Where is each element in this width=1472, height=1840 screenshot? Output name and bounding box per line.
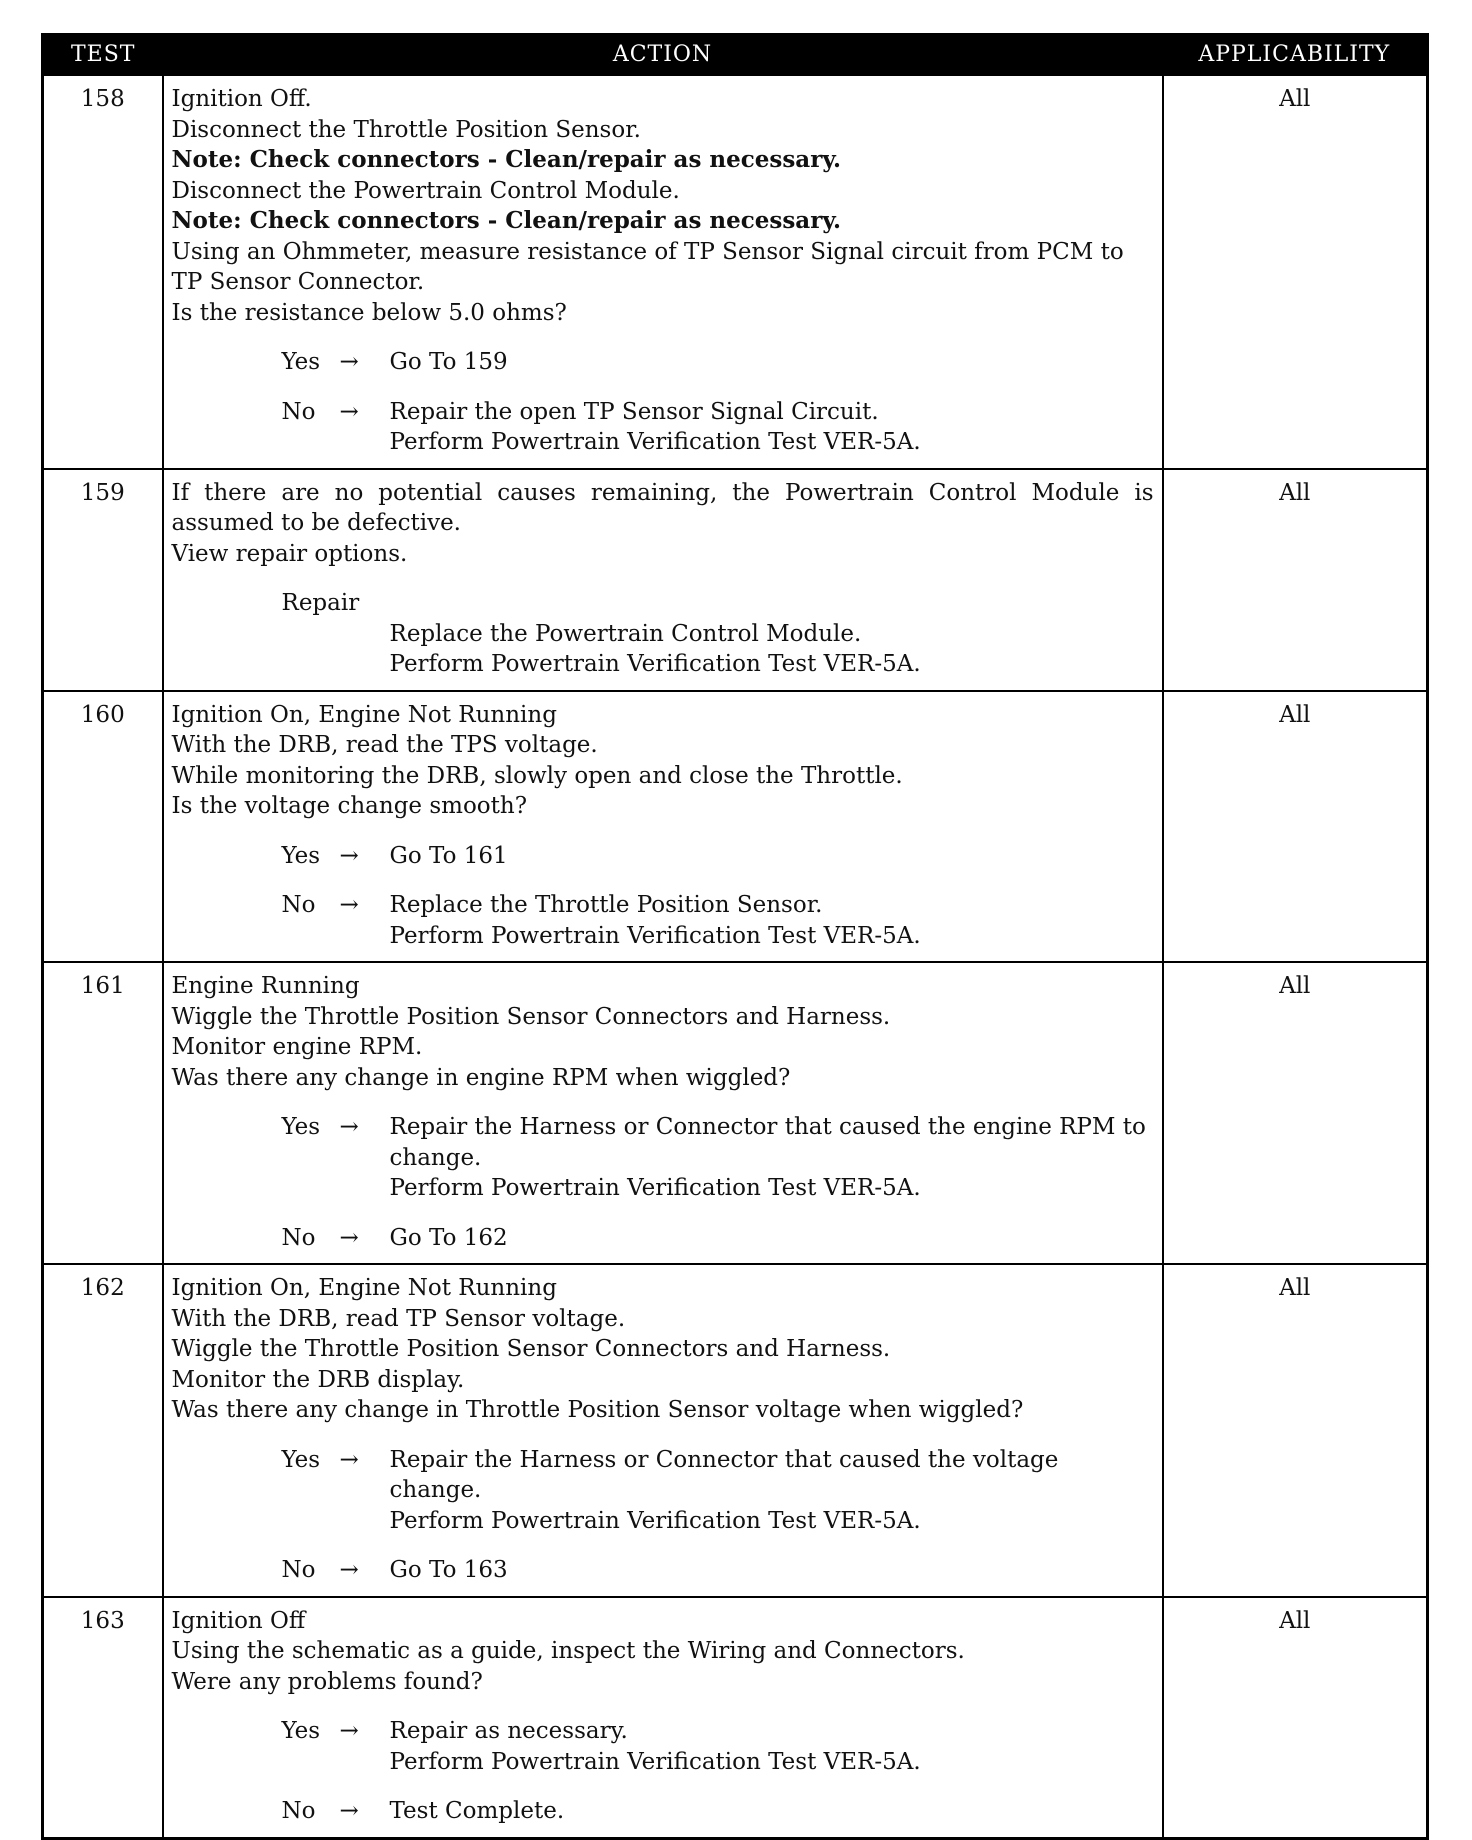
test-number: 159	[43, 469, 163, 691]
instruction-line: Ignition Off	[171, 1607, 306, 1634]
outcome-result	[390, 1445, 1154, 1537]
result-line: Repair the open TP Sensor Signal Circuit.	[389, 398, 879, 425]
result-line: Repair as necessary.	[389, 1718, 628, 1744]
outcome-no	[172, 1555, 1154, 1586]
outcome-answer: Yes	[281, 1446, 321, 1473]
instruction-line: Disconnect the Powertrain Control Module.	[171, 177, 680, 204]
repair-line: Replace the Powertrain Control Module.	[389, 620, 862, 647]
outcome-no	[172, 397, 1154, 458]
action-cell	[163, 469, 1163, 691]
arrow-icon: →	[339, 892, 359, 918]
applicability-cell: All	[1163, 1597, 1428, 1839]
arrow-icon: →	[339, 398, 359, 425]
result-line: Perform Powertrain Verification Test VER-5A.	[389, 1748, 921, 1775]
result-line: Replace the Throttle Position Sensor.	[389, 892, 823, 918]
table-row	[43, 1597, 1428, 1839]
outcome-result	[390, 1112, 1154, 1204]
instruction-line: With the DRB, read the TPS voltage.	[171, 732, 598, 758]
applicability-cell: All	[1163, 1264, 1428, 1597]
header-applicability: APPLICABILITY	[1163, 35, 1428, 76]
instruction-line: Was there any change in Throttle Position Sensor voltage when wiggled?	[171, 1397, 1024, 1423]
arrow-icon: →	[339, 1557, 359, 1583]
result-line: Perform Powertrain Verification Test VER-5A.	[389, 922, 921, 949]
instruction-line: Is the voltage change smooth?	[171, 793, 528, 819]
arrow-icon: →	[339, 1718, 359, 1744]
table-row	[43, 1264, 1428, 1597]
arrow-icon: →	[339, 1446, 359, 1473]
outcome-yes	[172, 347, 1154, 378]
note-line: Note: Check connectors - Clean/repair as necessary.	[171, 207, 842, 234]
result-line: Go To 162	[389, 1224, 508, 1251]
table-row	[43, 75, 1428, 469]
outcome-answer: Yes	[281, 1718, 321, 1744]
result-line: Test Complete.	[389, 1798, 565, 1824]
instruction-line: Using the schematic as a guide, inspect the Wiring and Connectors.	[171, 1638, 965, 1664]
outcome-answer: Yes	[281, 842, 321, 869]
repair-line: Perform Powertrain Verification Test VER-5A.	[389, 651, 921, 677]
outcome-answer: No	[281, 398, 316, 425]
outcome-answer: No	[281, 1798, 316, 1824]
outcome-no	[172, 1796, 1154, 1827]
outcome-result	[390, 890, 1154, 951]
result-line: Go To 163	[389, 1557, 508, 1583]
result-line: Go To 161	[389, 842, 508, 869]
outcome-yes	[172, 1716, 1154, 1777]
result-line: Repair the Harness or Connector that caused the voltage change.	[389, 1446, 1059, 1503]
instruction-line: Engine Running	[171, 973, 360, 999]
outcome-result	[390, 397, 1154, 458]
table-row	[43, 691, 1428, 963]
instruction-line: Disconnect the Throttle Position Sensor.	[171, 116, 641, 143]
table-body	[43, 75, 1428, 1838]
test-number: 163	[43, 1597, 163, 1839]
outcome-no	[172, 1223, 1154, 1254]
action-cell	[163, 1597, 1163, 1839]
instruction-line: Wiggle the Throttle Position Sensor Connectors and Harness.	[171, 1003, 891, 1030]
instruction-line: Ignition Off.	[171, 86, 312, 112]
instruction-line: Ignition On, Engine Not Running	[171, 701, 557, 728]
outcome-yes	[172, 1112, 1154, 1204]
outcome-answer: Yes	[281, 1114, 321, 1140]
outcome-no	[172, 890, 1154, 951]
arrow-icon: →	[339, 1798, 359, 1824]
arrow-icon: →	[339, 349, 359, 375]
diagnostic-test-table	[41, 33, 1429, 1840]
action-cell	[163, 962, 1163, 1264]
result-line: Perform Powertrain Verification Test VER-5A.	[389, 429, 921, 455]
outcome-answer: No	[281, 892, 316, 918]
instruction-line: View repair options.	[171, 540, 408, 567]
instruction-line: Were any problems found?	[171, 1668, 483, 1695]
outcome-answer: No	[281, 1557, 316, 1583]
applicability-cell: All	[1163, 469, 1428, 691]
instruction-line: Was there any change in engine RPM when wiggled?	[171, 1064, 791, 1091]
outcome-answer: Yes	[281, 349, 321, 375]
outcome-result	[390, 841, 1154, 872]
applicability-cell: All	[1163, 75, 1428, 469]
outcome-yes	[172, 841, 1154, 872]
action-cell	[163, 691, 1163, 963]
table-row	[43, 469, 1428, 691]
test-number: 161	[43, 962, 163, 1264]
header-test: TEST	[43, 35, 163, 76]
action-cell	[163, 75, 1163, 469]
instruction-line: Is the resistance below 5.0 ohms?	[171, 299, 567, 326]
table-row	[43, 962, 1428, 1264]
repair-label: Repair	[281, 590, 360, 616]
outcome-yes	[172, 1445, 1154, 1537]
instruction-line: With the DRB, read TP Sensor voltage.	[171, 1305, 626, 1332]
outcome-result	[390, 1223, 1154, 1254]
instruction-line: Monitor the DRB display.	[171, 1366, 465, 1393]
result-line: Repair the Harness or Connector that caused the engine RPM to change.	[389, 1114, 1146, 1171]
outcome-answer: No	[281, 1224, 316, 1251]
outcome-result	[390, 1796, 1154, 1827]
result-line: Go To 159	[389, 349, 508, 375]
outcome-result	[390, 347, 1154, 378]
instruction-line: Monitor engine RPM.	[171, 1034, 423, 1060]
result-line: Perform Powertrain Verification Test VER-5A.	[389, 1175, 921, 1201]
arrow-icon: →	[339, 1114, 359, 1140]
action-cell	[163, 1264, 1163, 1597]
applicability-cell: All	[1163, 691, 1428, 963]
table-header	[43, 35, 1428, 76]
result-line: Perform Powertrain Verification Test VER-5A.	[389, 1507, 921, 1534]
arrow-icon: →	[339, 1224, 359, 1251]
note-line: Note: Check connectors - Clean/repair as necessary.	[171, 146, 842, 173]
applicability-cell: All	[1163, 962, 1428, 1264]
test-number: 160	[43, 691, 163, 963]
outcome-result	[390, 1555, 1154, 1586]
instruction-line: While monitoring the DRB, slowly open and close the Throttle.	[171, 762, 903, 789]
instruction-line: If there are no potential causes remaining, the Powertrain Control Module is assumed to be defective.	[171, 479, 1154, 536]
arrow-icon: →	[339, 842, 359, 869]
outcome-result	[390, 1716, 1154, 1777]
test-number: 162	[43, 1264, 163, 1597]
test-number: 158	[43, 75, 163, 469]
instruction-line: Using an Ohmmeter, measure resistance of TP Sensor Signal circuit from PCM to TP Sensor Connector.	[171, 238, 1124, 295]
instruction-line: Wiggle the Throttle Position Sensor Connectors and Harness.	[171, 1336, 891, 1362]
header-action: ACTION	[163, 35, 1163, 76]
instruction-line: Ignition On, Engine Not Running	[171, 1275, 557, 1301]
